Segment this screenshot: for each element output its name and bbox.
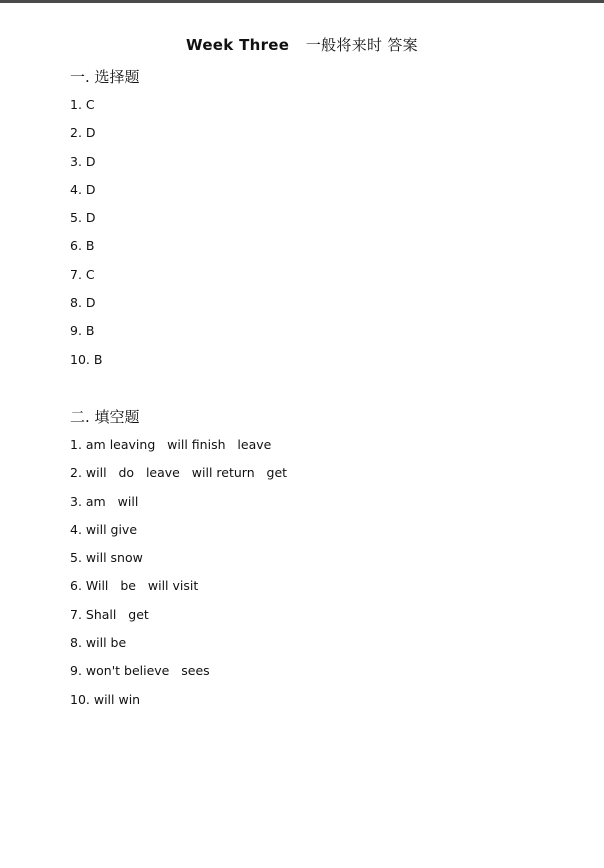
answer-item: 1. C: [70, 97, 95, 112]
answer-item: 3. am will: [70, 493, 139, 509]
answer-item: 6. Will be will visit: [70, 578, 199, 594]
answer-item: 8. will be: [70, 635, 127, 651]
answer-item: 9. B: [70, 323, 95, 339]
answer-item: 1. am leaving will finish leave: [70, 437, 272, 452]
answer-item: 6. B: [70, 238, 95, 254]
page-title: [0, 34, 604, 55]
answer-item: 3. D: [70, 153, 96, 169]
answer-item: 4. D: [70, 181, 96, 197]
title-english: Week Three: [186, 36, 290, 54]
answer-item: 9. won't believe sees: [70, 663, 210, 679]
answer-item: 5. will snow: [70, 550, 143, 566]
answer-item: 4. will give: [70, 521, 138, 537]
multiple-choice-answer-list: [70, 98, 102, 381]
answer-item: 7. Shall get: [70, 606, 149, 622]
answer-item: 10. B: [70, 351, 103, 367]
answer-item: 2. D: [70, 125, 96, 141]
section-fill-in-blank-heading: 二. 填空题: [70, 408, 140, 426]
page-top-border: [0, 0, 604, 3]
answer-item: 2. will do leave will return get: [70, 465, 288, 481]
title-chinese: 一般将来时 答案: [305, 36, 418, 54]
answer-item: 5. D: [70, 210, 96, 226]
section-multiple-choice-heading: 一. 选择题: [70, 68, 140, 86]
fill-in-blank-answer-list: [70, 438, 287, 721]
answer-item: 8. D: [70, 295, 96, 311]
answer-item: 7. C: [70, 266, 95, 282]
answer-item: 10. will win: [70, 691, 141, 707]
